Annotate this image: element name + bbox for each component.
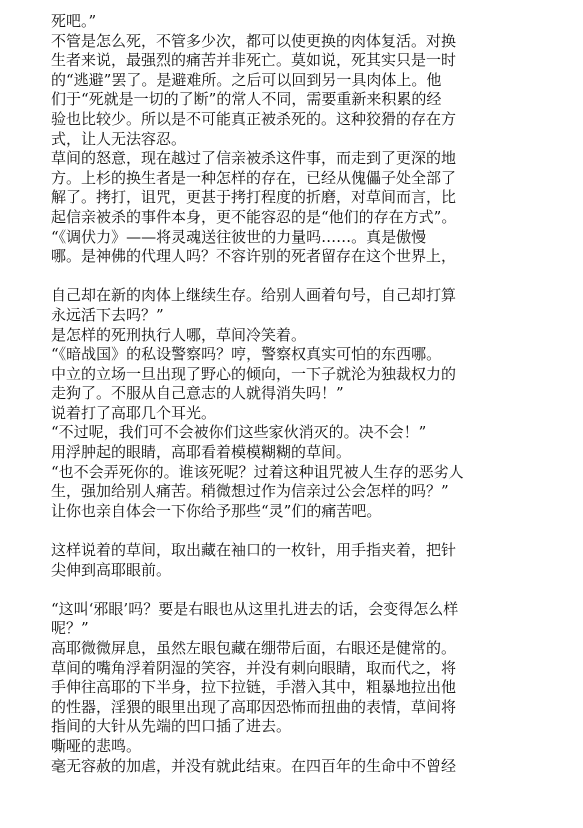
text-line: 验也比较少。所以是不可能真正被杀死的。这种狡猾的存在方 (51, 109, 457, 128)
text-line: 嘶哑的悲鸣。 (51, 736, 142, 755)
text-line: 草间的嘴角浮着阴湿的笑容，并没有刺向眼睛，取而代之，将 (51, 658, 457, 677)
text-line: 不管是怎么死，不管多少次，都可以使更换的肉体复活。对换 (51, 31, 457, 50)
text-line: 这样说着的草间，取出藏在袖口的一枚针，用手指夹着，把针 (51, 541, 457, 560)
text-line: 起信亲被杀的事件本身，更不能容忍的是“他们的存在方式”。 (51, 207, 457, 226)
text-line: 生，强加给别人痛苦。稍微想过作为信亲过公会怎样的吗？” (51, 482, 449, 501)
text-line: “也不会弄死你的。谁该死呢？过着这种诅咒被人生存的恶劣人 (51, 462, 464, 481)
body-text (51, 12, 551, 776)
text-line: 们于“死就是一切的了断”的常人不同，需要重新来积累的经 (51, 90, 442, 109)
text-line: 自己却在新的肉体上继续生存。给别人画着句号，自己却打算 (51, 286, 457, 305)
text-line: 的“逃避”罢了。是避难所。之后可以回到另一具肉体上。他 (51, 70, 442, 89)
text-line: “《暗战国》的私设警察吗？哼，警察权真实可怕的东西哪。 (51, 345, 442, 364)
text-line: 说着打了高耶几个耳光。 (51, 403, 217, 422)
text-line: 呢？” (51, 619, 89, 638)
text-line: 尖伸到高耶眼前。 (51, 560, 172, 579)
text-line: 走狗了。不服从自己意志的人就得消失吗！” (51, 384, 344, 403)
text-line: 指间的大针从先端的凹口插了进去。 (51, 717, 292, 736)
text-line: 的性器，淫猥的眼里出现了高耶因恐怖而扭曲的表情，草间将 (51, 697, 457, 716)
text-line: 式，让人无法容忍。 (51, 129, 187, 148)
text-line: 是怎样的死刑执行人哪，草间冷笑着。 (51, 325, 307, 344)
blank-line (51, 580, 551, 600)
text-line: “这叫‘邪眼’吗？要是右眼也从这里扎进去的话，会变得怎么样 (51, 599, 459, 618)
text-line: 哪。是神佛的代理人吗？不容许别的死者留存在这个世界上， (51, 247, 457, 266)
text-line: 方。上杉的换生者是一种怎样的存在，已经从傀儡子处全部了 (51, 168, 457, 187)
text-line: 用浮肿起的眼睛，高耶看着模模糊糊的草间。 (51, 443, 352, 462)
text-line: 解了。拷打，诅咒，更甚于拷打程度的折磨，对草间而言，比 (51, 188, 457, 207)
text-line: 永远活下去吗？” (51, 305, 164, 324)
text-line: “《调伏力》——将灵魂送往彼世的力量吗……。真是傲慢 (51, 227, 427, 246)
text-line: 死吧。” (51, 12, 97, 30)
text-line: 手伸往高耶的下半身，拉下拉链，手潜入其中，粗暴地拉出他 (51, 678, 457, 697)
text-line: 生者来说，最强烈的痛苦并非死亡。莫如说，死其实只是一时 (51, 51, 457, 70)
text-line: 让你也亲自体会一下你给予那些“灵”们的痛苦吧。 (51, 501, 382, 520)
blank-line (51, 267, 551, 287)
text-line: “不过呢，我们可不会被你们这些家伙消灭的。决不会！” (51, 423, 427, 442)
blank-line (51, 521, 551, 541)
text-line: 草间的怒意，现在越过了信亲被杀这件事，而走到了更深的地 (51, 149, 457, 168)
text-line: 高耶微微屏息，虽然左眼包藏在绷带后面，右眼还是健常的。 (51, 639, 457, 657)
text-line: 中立的立场一旦出现了野心的倾向，一下子就沦为独裁权力的 (51, 364, 457, 383)
text-line: 毫无容赦的加虐，并没有就此结束。在四百年的生命中不曾经 (51, 756, 457, 775)
